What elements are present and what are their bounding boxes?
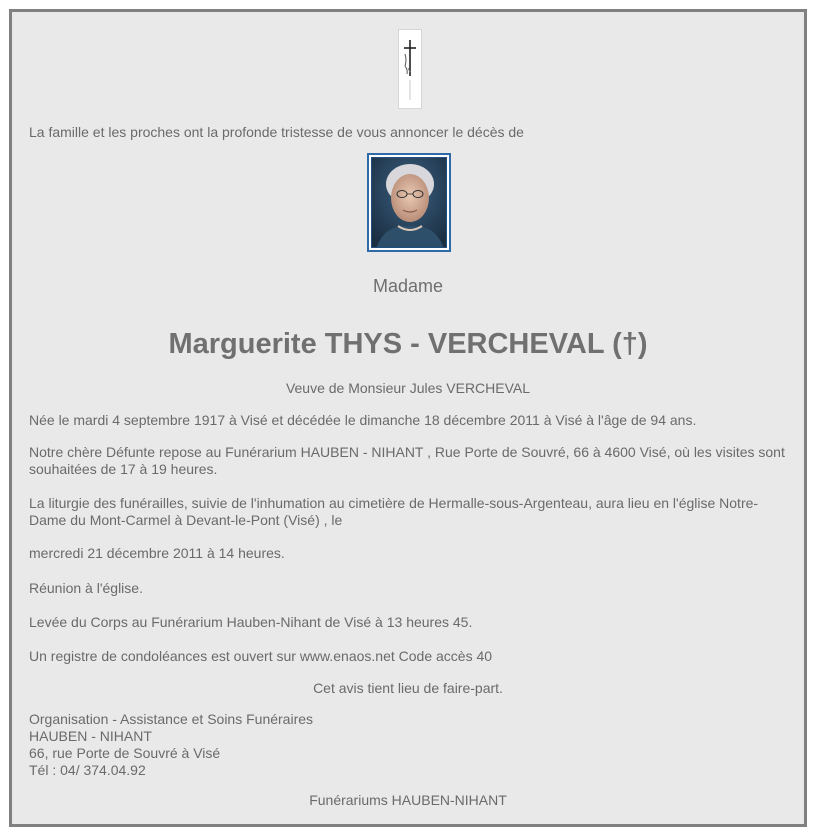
- condolences-text: Un registre de condoléances est ouvert sur www.enaos.net Code accès 40: [29, 648, 493, 664]
- ceremony-date-text: mercredi 21 décembre 2011 à 14 heures.: [29, 545, 285, 561]
- deceased-name: Marguerite THYS - VERCHEVAL (†): [168, 328, 648, 360]
- liturgy-text: La liturgie des funérailles, suivie de l'inhumation au cimetière de Hermalle-sous-Argenteau, aura lieu en l'église Notre-Dame du Mont-Carmel à Devant-le-Pont (Visé) , le: [29, 495, 759, 528]
- intro-text: La famille et les proches ont la profonde tristesse de vous annoncer le décès de: [29, 124, 524, 140]
- meeting-text: Réunion à l'église.: [29, 580, 143, 596]
- body-lifting-text: Levée du Corps au Funérarium Hauben-Nihant de Visé à 13 heures 45.: [29, 614, 473, 630]
- portrait-photo: [371, 157, 447, 248]
- organisation-line-1: Organisation - Assistance et Soins Funéraires: [29, 711, 314, 727]
- cross-icon: [398, 29, 422, 109]
- widow-of: Veuve de Monsieur Jules VERCHEVAL: [285, 380, 531, 396]
- organisation-line-2: HAUBEN - NIHANT: [29, 728, 152, 744]
- birth-death-text: Née le mardi 4 septembre 1917 à Visé et décédée le dimanche 18 décembre 2011 à Visé à l'âge de 94 ans.: [29, 412, 697, 428]
- organisation-phone: Tél : 04/ 374.04.92: [29, 762, 146, 778]
- footer-signature: Funérariums HAUBEN-NIHANT: [309, 792, 507, 808]
- notice-text: Cet avis tient lieu de faire-part.: [313, 680, 503, 696]
- honorific: Madame: [372, 276, 444, 296]
- obituary-card: [9, 9, 807, 827]
- portrait-frame: [367, 153, 451, 252]
- rest-place-text: Notre chère Défunte repose au Funérarium HAUBEN - NIHANT , Rue Porte de Souvré, 66 à 4600 Visé, où les visites sont souhaitées de 17 à 19 heures.: [29, 444, 785, 477]
- organisation-line-3: 66, rue Porte de Souvré à Visé: [29, 745, 221, 761]
